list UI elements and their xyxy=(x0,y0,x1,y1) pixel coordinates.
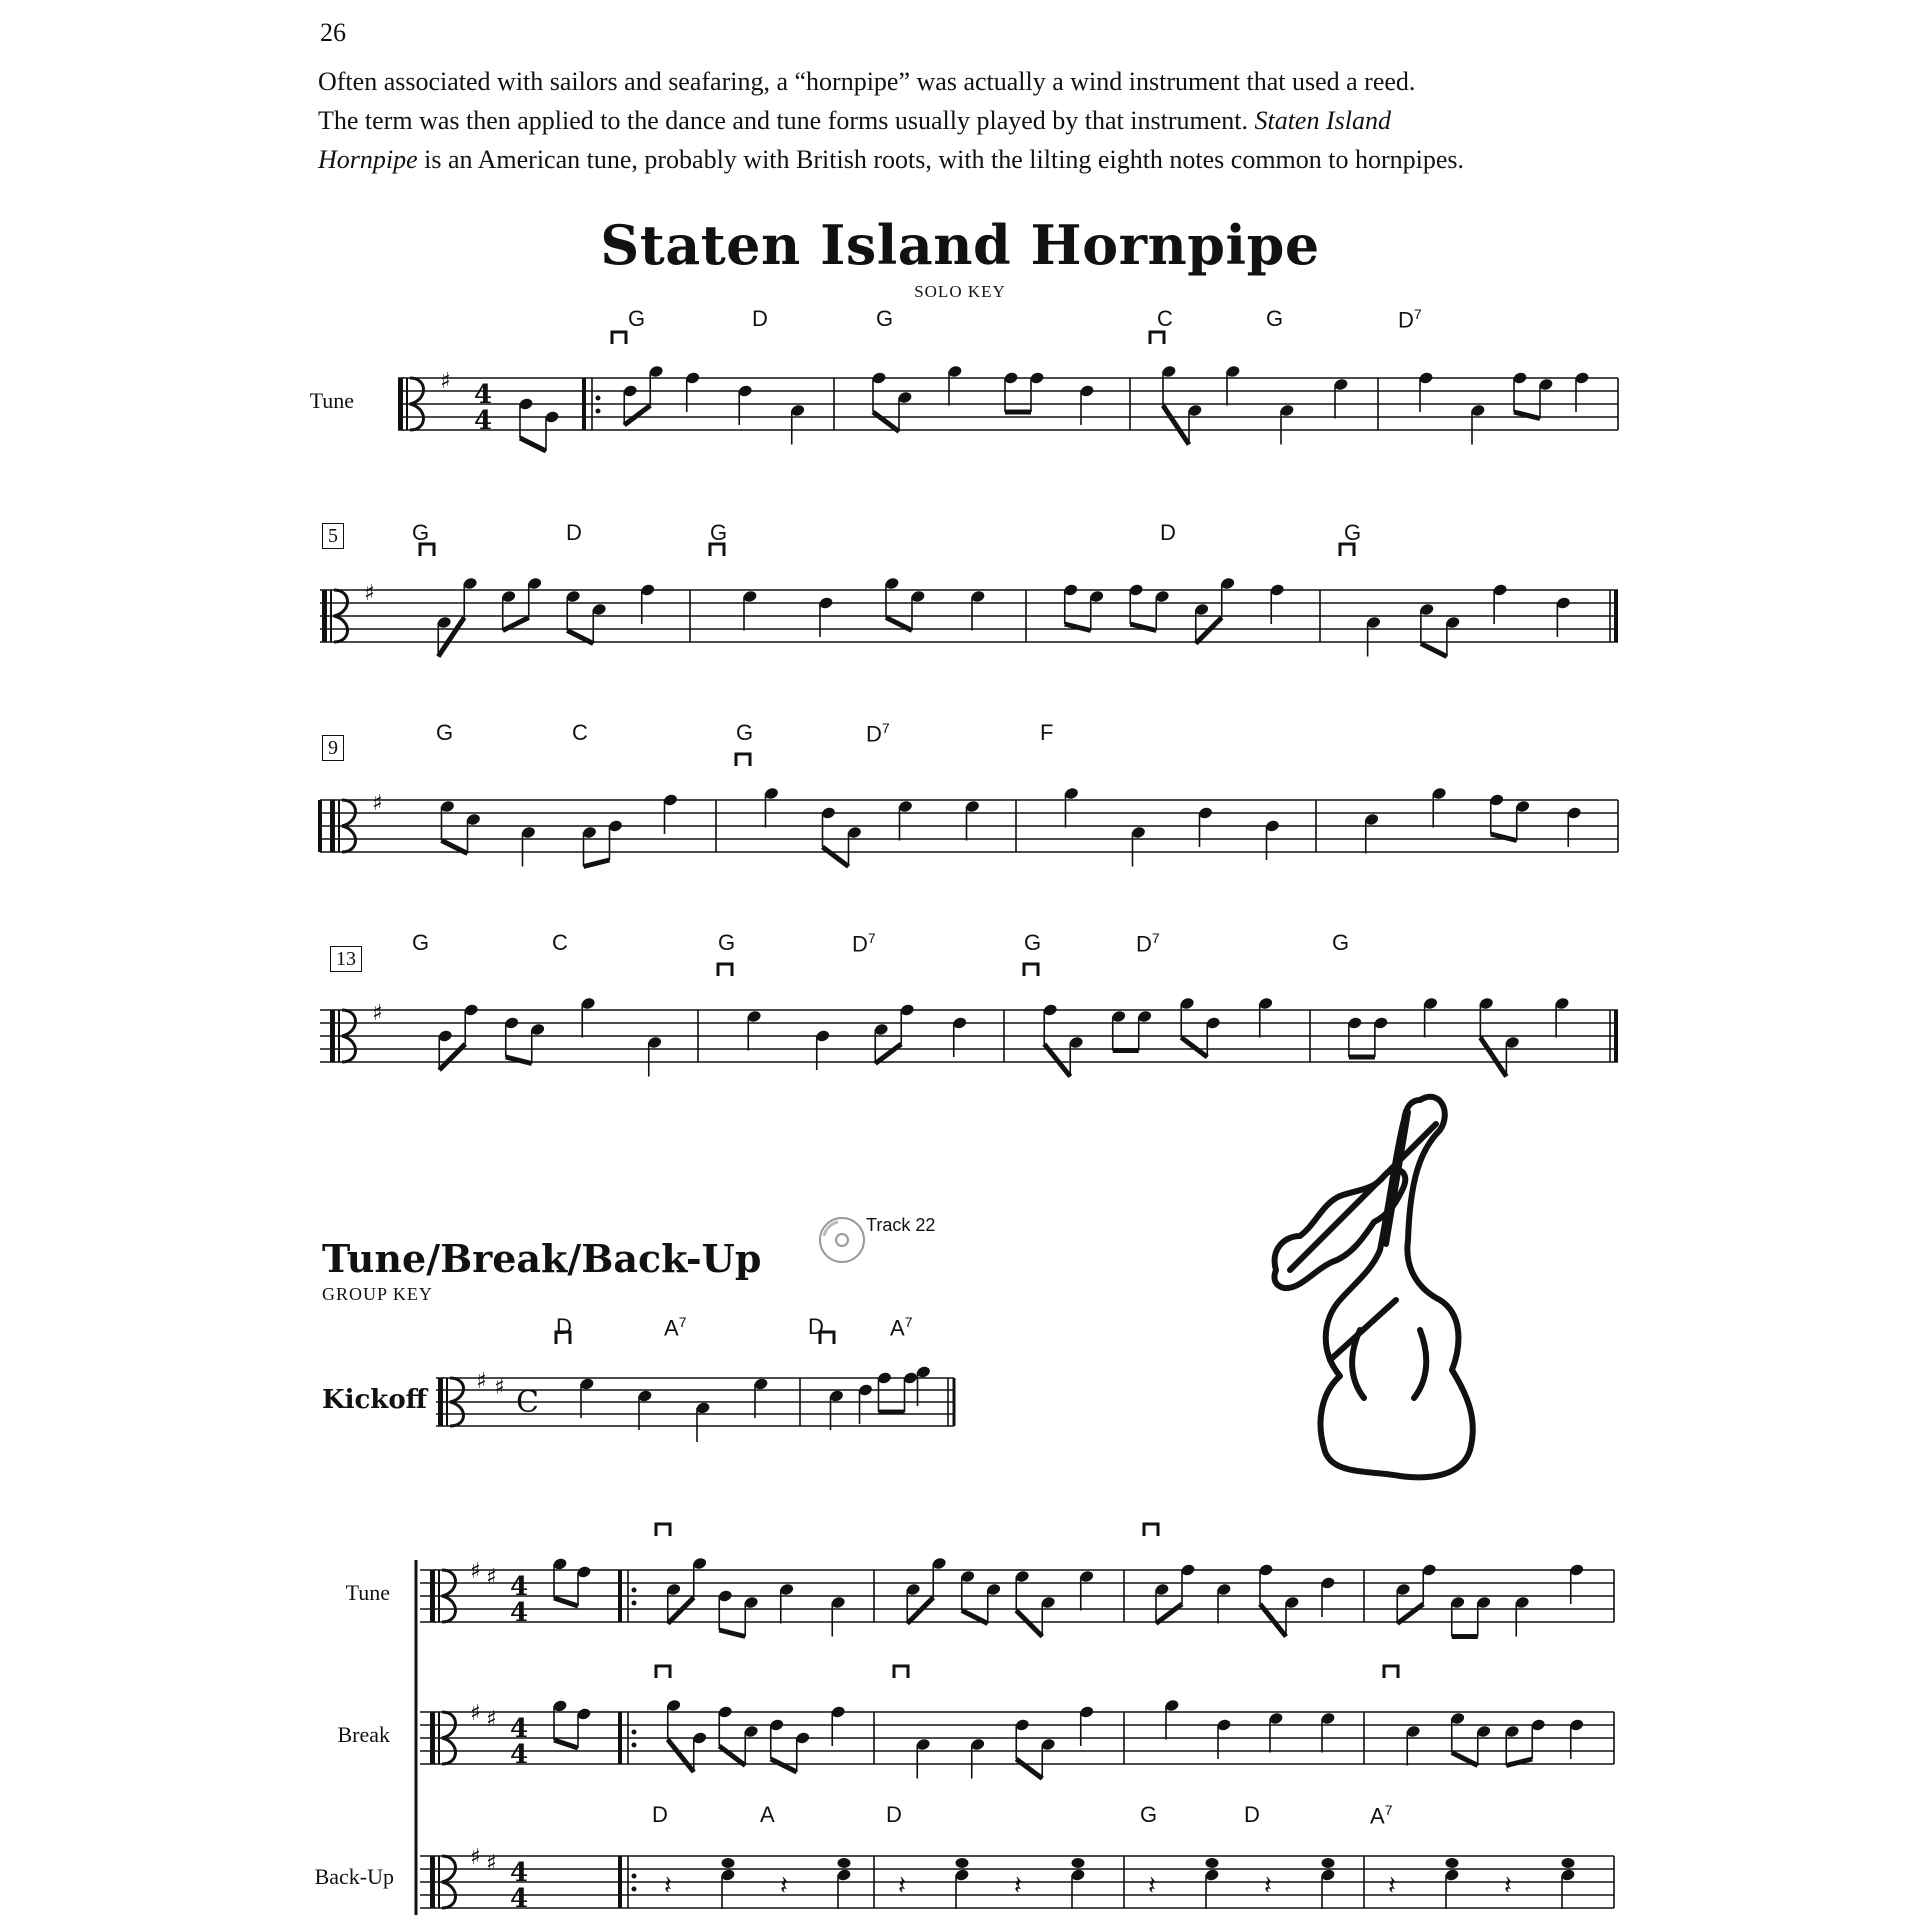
downbow-icon xyxy=(894,1666,908,1678)
chord-symbol: $D^7$ xyxy=(1136,930,1160,957)
rest-icon: 𝄽 xyxy=(664,1871,672,1901)
rest-icon: 𝄽 xyxy=(1264,1871,1272,1901)
beam xyxy=(554,1598,578,1606)
note-head xyxy=(1072,1858,1085,1868)
downbow-icon xyxy=(556,1332,570,1344)
downbow-icon xyxy=(1340,544,1354,556)
downbow-icon xyxy=(1150,332,1164,344)
chord-symbol: G xyxy=(628,306,646,331)
chord-symbol: $D^7$ xyxy=(866,720,890,747)
chord-symbol: $A^7$ xyxy=(1370,1802,1393,1829)
sharp-icon: ♯ xyxy=(476,1369,487,1394)
sharp-icon: ♯ xyxy=(470,1701,481,1726)
rest-icon: 𝄽 xyxy=(1388,1871,1396,1901)
clef-icon xyxy=(330,1010,335,1062)
beam xyxy=(1156,1604,1182,1624)
common-time-icon: C xyxy=(516,1385,539,1420)
rest-icon: 𝄽 xyxy=(1504,1871,1512,1901)
chord-symbol: G xyxy=(718,930,736,955)
chord-symbol: G xyxy=(1024,930,1042,955)
chord-symbol: F xyxy=(1040,720,1054,745)
note-head xyxy=(956,1858,969,1868)
kickoff-label: Kickoff xyxy=(322,1385,428,1415)
chord-symbol: D xyxy=(556,1314,572,1339)
note-head xyxy=(1206,1858,1219,1868)
intro-line-1: Often associated with sailors and seafaring, a “hornpipe” was actually a wind instrument that used a reed. xyxy=(318,67,1416,96)
section-key-label: GROUP KEY xyxy=(322,1284,433,1304)
sharp-icon: ♯ xyxy=(486,1851,497,1876)
tune-title: Staten Island Hornpipe xyxy=(600,213,1320,277)
sharp-icon: ♯ xyxy=(486,1707,497,1732)
downbow-icon xyxy=(710,544,724,556)
beam xyxy=(907,1598,933,1624)
tune-key-label: SOLO KEY xyxy=(914,282,1006,301)
chord-symbol: G xyxy=(1266,306,1284,331)
chord-symbol: D xyxy=(886,1802,902,1827)
chord-symbol: G xyxy=(412,520,430,545)
chord-symbol: C xyxy=(552,930,568,955)
chord-symbol: $A^7$ xyxy=(890,1314,913,1341)
chord-symbol: A xyxy=(760,1802,775,1827)
chord-symbol: D xyxy=(1244,1802,1260,1827)
downbow-icon xyxy=(656,1666,670,1678)
chord-symbol: G xyxy=(1332,930,1350,955)
chord-symbol: D xyxy=(1160,520,1176,545)
rest-icon: 𝄽 xyxy=(780,1871,788,1901)
downbow-icon xyxy=(1144,1524,1158,1536)
measure-number-5: 5 xyxy=(322,523,344,549)
clef-icon xyxy=(330,800,335,852)
downbow-icon xyxy=(420,544,434,556)
beam xyxy=(771,1759,797,1772)
chord-symbol: D xyxy=(652,1802,668,1827)
clef-icon xyxy=(398,378,403,430)
clef-icon xyxy=(430,1856,435,1908)
time-signature: 4 xyxy=(510,1598,529,1628)
sharp-icon: ♯ xyxy=(440,369,451,394)
measure-number-9: 9 xyxy=(322,735,344,761)
time-signature: 4 xyxy=(474,380,493,410)
sharp-icon: ♯ xyxy=(486,1565,497,1590)
chord-symbol: G xyxy=(876,306,894,331)
beam xyxy=(1196,618,1222,644)
note-head xyxy=(1322,1858,1335,1868)
part-label-backup: Back-Up xyxy=(314,1864,394,1889)
sharp-icon: ♯ xyxy=(470,1845,481,1870)
beam xyxy=(823,847,849,867)
chord-symbol: C xyxy=(1157,306,1173,331)
time-signature: 4 xyxy=(510,1714,529,1744)
beam xyxy=(439,1044,465,1070)
beam xyxy=(1421,644,1447,657)
time-signature: 4 xyxy=(510,1858,529,1888)
beam xyxy=(584,860,610,867)
time-signature: 4 xyxy=(510,1572,529,1602)
chord-symbol: G xyxy=(412,930,430,955)
downbow-icon xyxy=(736,754,750,766)
chord-symbol: G xyxy=(736,720,754,745)
repeat-dot xyxy=(632,1743,637,1748)
note-head xyxy=(722,1858,735,1868)
part-label-break: Break xyxy=(337,1722,390,1747)
beam xyxy=(1016,1759,1042,1779)
sharp-icon: ♯ xyxy=(372,1001,383,1026)
clef-icon xyxy=(430,1570,435,1622)
rest-icon: 𝄽 xyxy=(898,1871,906,1901)
rest-icon: 𝄽 xyxy=(1014,1871,1022,1901)
chord-symbol: G xyxy=(436,720,454,745)
repeat-dot xyxy=(596,396,601,401)
beam xyxy=(719,1630,745,1637)
repeat-dot xyxy=(632,1588,637,1593)
repeat-dot xyxy=(632,1887,637,1892)
sharp-icon: ♯ xyxy=(470,1559,481,1584)
sharp-icon: ♯ xyxy=(364,581,375,606)
chord-symbol: G xyxy=(1140,1802,1158,1827)
downbow-icon xyxy=(1384,1666,1398,1678)
chord-symbol: G xyxy=(710,520,728,545)
rest-icon: 𝄽 xyxy=(1148,1871,1156,1901)
beam xyxy=(1016,1611,1042,1637)
downbow-icon xyxy=(1024,964,1038,976)
chord-symbol: $D^7$ xyxy=(852,930,876,957)
beam xyxy=(1397,1604,1423,1624)
sharp-icon: ♯ xyxy=(494,1375,505,1400)
staff-label-tune: Tune xyxy=(309,388,354,413)
chord-symbol: C xyxy=(572,720,588,745)
chord-symbol: D xyxy=(808,1314,824,1339)
chord-symbol: G xyxy=(1344,520,1362,545)
repeat-dot xyxy=(632,1730,637,1735)
beam xyxy=(668,1598,694,1624)
note-head xyxy=(1562,1858,1575,1868)
time-signature: 4 xyxy=(474,406,493,436)
beam xyxy=(719,1746,745,1766)
downbow-icon xyxy=(820,1332,834,1344)
chord-symbol: $A^7$ xyxy=(664,1314,687,1341)
beam xyxy=(873,412,899,432)
intro-line-3: Hornpipe is an American tune, probably with British roots, with the lilting eighth notes common to hornpipes. xyxy=(318,145,1465,174)
time-signature: 4 xyxy=(510,1740,529,1770)
beam xyxy=(520,438,546,451)
repeat-dot xyxy=(632,1601,637,1606)
part-label-tune: Tune xyxy=(345,1580,390,1605)
downbow-icon xyxy=(656,1524,670,1536)
chord-symbol: $D^7$ xyxy=(1398,306,1422,333)
clef-icon xyxy=(430,1712,435,1764)
beam xyxy=(624,406,650,426)
clef-icon xyxy=(438,1378,443,1426)
note-head xyxy=(838,1858,851,1868)
track-label: Track 22 xyxy=(866,1215,936,1235)
measure-number-13: 13 xyxy=(330,946,362,972)
section-title: Tune/Break/Back-Up xyxy=(322,1236,762,1281)
beam xyxy=(668,1740,694,1773)
chord-symbol: D xyxy=(752,306,768,331)
chord-symbol: D xyxy=(566,520,582,545)
page-number: 26 xyxy=(320,18,346,47)
downbow-icon xyxy=(718,964,732,976)
beam xyxy=(554,1740,578,1748)
clef-icon xyxy=(322,590,327,642)
sharp-icon: ♯ xyxy=(372,791,383,816)
beam xyxy=(1163,406,1189,445)
downbow-icon xyxy=(612,332,626,344)
repeat-dot xyxy=(632,1874,637,1879)
note-head xyxy=(1446,1858,1459,1868)
intro-line-2: The term was then applied to the dance and tune forms usually played by that instrument. Staten Island xyxy=(318,106,1391,135)
beam xyxy=(875,1044,901,1064)
repeat-dot xyxy=(596,409,601,414)
beam xyxy=(1480,1038,1506,1077)
time-signature: 4 xyxy=(510,1884,529,1914)
beam xyxy=(1181,1038,1207,1058)
